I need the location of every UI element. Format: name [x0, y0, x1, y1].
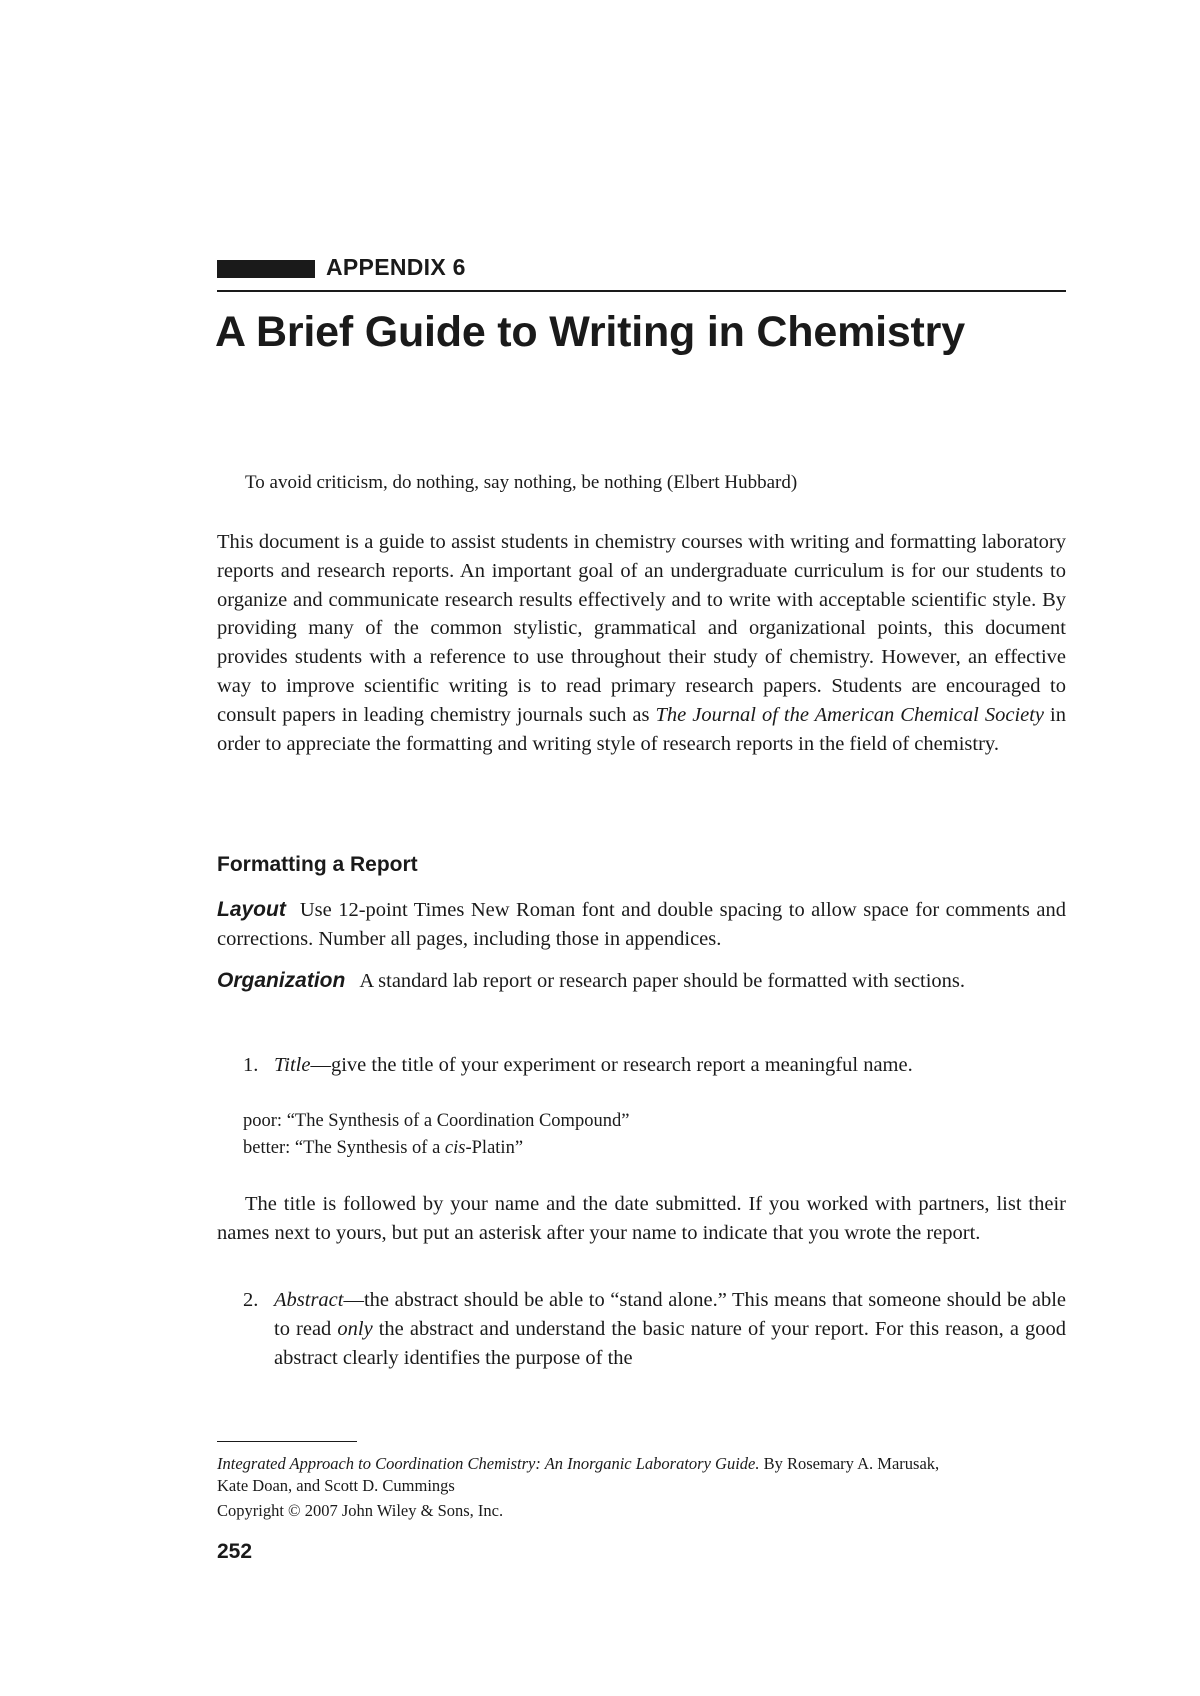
- footnote-authors-1: By Rosemary A. Marusak,: [759, 1454, 940, 1473]
- intro-paragraph: [217, 528, 1066, 758]
- intro-text-part1: This document is a guide to assist students in chemistry courses with writing and formatting laboratory reports and research reports. An important goal of an undergraduate curriculum is for our students to organize and communicate research results effectively and to write with acceptable scientific style. By providing many of the common stylistic, grammatical and organizational points, this document provides students with a reference to use throughout their study of chemistry. However, an effective way to improve scientific writing is to read primary research papers. Students are encouraged to consult papers in leading chemistry journals such as: [217, 531, 1066, 726]
- appendix-header: [217, 254, 1066, 294]
- list-text-b: the abstract and understand the basic nature of your report. For this reason, a good abstract clearly identifies the purpose of the: [274, 1317, 1066, 1369]
- epigraph: To avoid criticism, do nothing, say nothing, be nothing (Elbert Hubbard): [245, 472, 798, 493]
- appendix-bar-decoration: [217, 260, 315, 278]
- list-text-a: —the abstract should be able to “stand alone.” This means that someone should be able to read: [274, 1289, 1066, 1340]
- organization-paragraph: [217, 967, 1066, 996]
- footnote-line-1: [217, 1453, 1066, 1475]
- emphasis-only: only: [337, 1317, 373, 1340]
- organization-run-in-head: Organization: [217, 969, 346, 992]
- journal-name: The Journal of the American Chemical Society: [655, 703, 1045, 726]
- layout-paragraph: [217, 896, 1066, 954]
- list-item-title: [243, 1051, 1066, 1080]
- organization-text: A standard lab report or research paper should be formatted with sections.: [359, 970, 966, 992]
- example-better: [243, 1135, 523, 1162]
- example-better-italic: cis: [444, 1138, 466, 1158]
- example-poor-text: “The Synthesis of a Coordination Compound”: [286, 1111, 630, 1131]
- example-better-pre: “The Synthesis of a: [294, 1138, 445, 1158]
- example-better-post: -Platin”: [465, 1138, 524, 1158]
- intro-text-part2: in order to appreciate the formatting and writing style of research reports in the field of chemistry.: [217, 703, 1066, 755]
- list-item-abstract: [243, 1286, 1066, 1372]
- list-text: —give the title of your experiment or research report a meaningful name.: [310, 1054, 913, 1076]
- header-rule: [217, 290, 1066, 292]
- list-number: 1.: [243, 1054, 259, 1076]
- list-number: 2.: [243, 1289, 259, 1311]
- example-poor: [243, 1108, 629, 1135]
- title-note-paragraph: The title is followed by your name and the date submitted. If you worked with partners, list their names next to yours, but put an asterisk after your name to indicate that you wrote the report.: [217, 1193, 1066, 1244]
- section-heading: Formatting a Report: [217, 853, 418, 876]
- layout-text: Use 12-point Times New Roman font and double spacing to allow space for comments and corrections. Number all pages, including those in appendices.: [217, 899, 1066, 950]
- footnote-book-title: Integrated Approach to Coordination Chemistry: An Inorganic Laboratory Guide.: [217, 1454, 760, 1473]
- appendix-label: APPENDIX 6: [326, 254, 466, 280]
- footnote-rule: [217, 1441, 357, 1442]
- list-term: Title: [274, 1054, 311, 1076]
- example-poor-label: poor:: [243, 1111, 287, 1131]
- footnote-copyright: Copyright © 2007 John Wiley & Sons, Inc.: [217, 1501, 504, 1520]
- page-title: A Brief Guide to Writing in Chemistry: [215, 308, 965, 356]
- list-term: Abstract: [274, 1289, 344, 1311]
- layout-run-in-head: Layout: [217, 898, 286, 921]
- example-better-label: better:: [243, 1138, 295, 1158]
- page-number: 252: [217, 1540, 253, 1563]
- footnote-line-2: Kate Doan, and Scott D. Cummings: [217, 1476, 455, 1495]
